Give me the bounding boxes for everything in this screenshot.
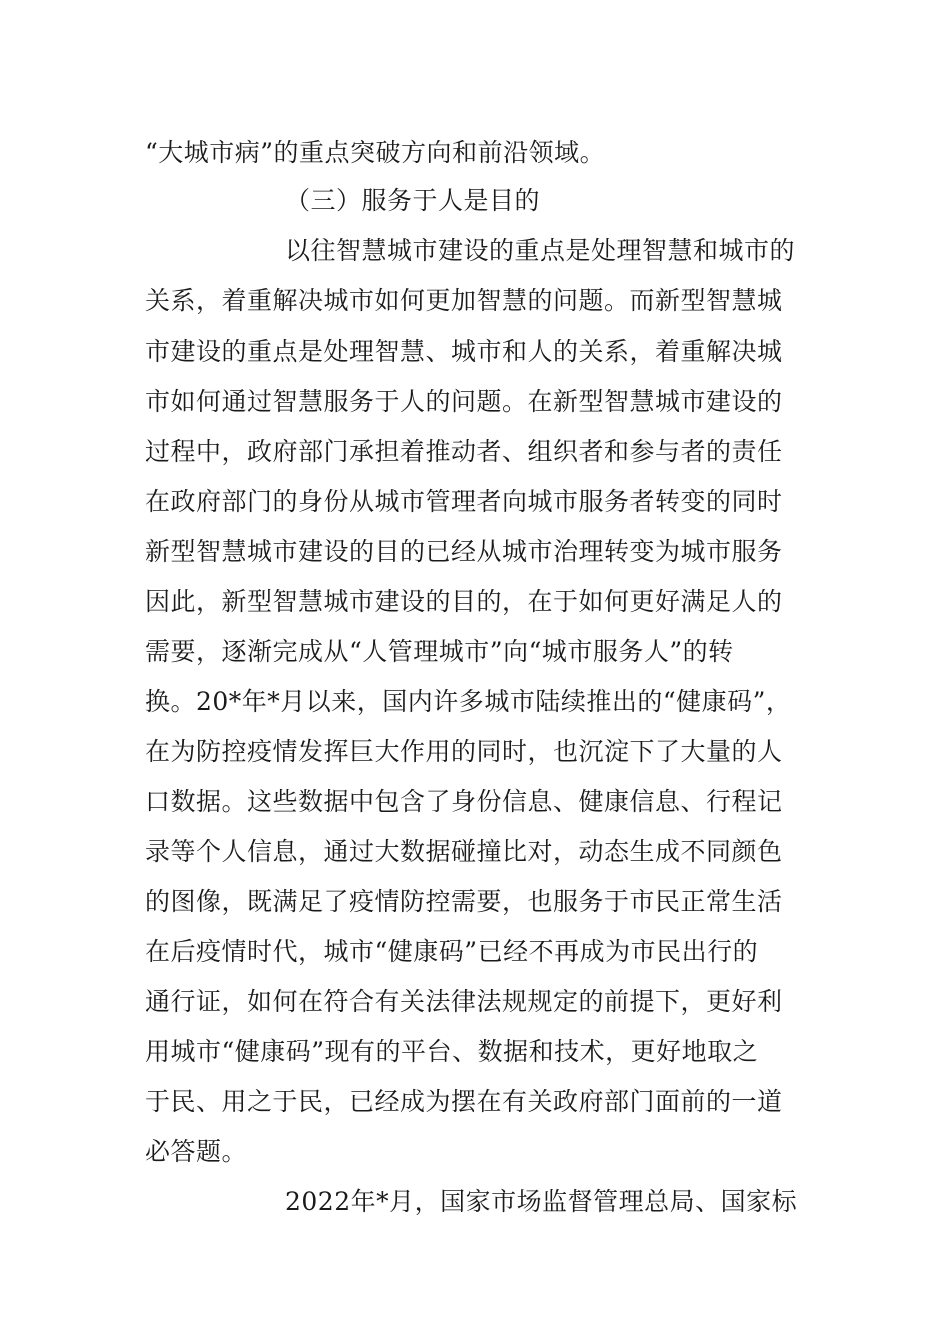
text-line: 需要，逐渐完成从“人管理城市”向“城市服务人”的转 (145, 637, 734, 666)
text-line: 通行证，如何在符合有关法律法规规定的前提下，更好利 (145, 987, 783, 1016)
text-line: 在政府部门的身份从城市管理者向城市服务者转变的同时 (145, 487, 783, 516)
text-line: 市如何通过智慧服务于人的问题。在新型智慧城市建设的 (145, 387, 783, 416)
text-line: 新型智慧城市建设的目的已经从城市治理转变为城市服务 (145, 537, 783, 566)
text-line: 用城市“健康码”现有的平台、数据和技术，更好地取之 (145, 1037, 759, 1066)
text-line: 以往智慧城市建设的重点是处理智慧和城市的 (285, 236, 796, 265)
text-line: 的图像，既满足了疫情防控需要，也服务于市民正常生活 (145, 887, 783, 916)
text-line: 关系，着重解决城市如何更加智慧的问题。而新型智慧城 (145, 286, 783, 315)
text-line: “大城市病”的重点突破方向和前沿领域。 (145, 138, 606, 167)
section-heading: （三）服务于人是目的 (285, 186, 541, 215)
text-line: 于民、用之于民，已经成为摆在有关政府部门面前的一道 (145, 1087, 783, 1116)
text-line: 过程中，政府部门承担着推动者、组织者和参与者的责任 (145, 437, 783, 466)
text-line: 口数据。这些数据中包含了身份信息、健康信息、行程记 (145, 787, 783, 816)
text-line: 必答题。 (145, 1137, 248, 1166)
text-line: 因此，新型智慧城市建设的目的，在于如何更好满足人的 (145, 587, 783, 616)
text-line: 在为防控疫情发挥巨大作用的同时，也沉淀下了大量的人 (145, 737, 783, 766)
text-line: 换。20*年*月以来，国内许多城市陆续推出的“健康码”， (145, 687, 792, 716)
text-line: 市建设的重点是处理智慧、城市和人的关系，着重解决城 (145, 337, 783, 366)
text-line: 在后疫情时代，城市“健康码”已经不再成为市民出行的 (145, 937, 759, 966)
text-line: 录等个人信息，通过大数据碰撞比对，动态生成不同颜色 (145, 837, 783, 866)
text-line: 2022年*月，国家市场监督管理总局、国家标 (285, 1187, 798, 1216)
